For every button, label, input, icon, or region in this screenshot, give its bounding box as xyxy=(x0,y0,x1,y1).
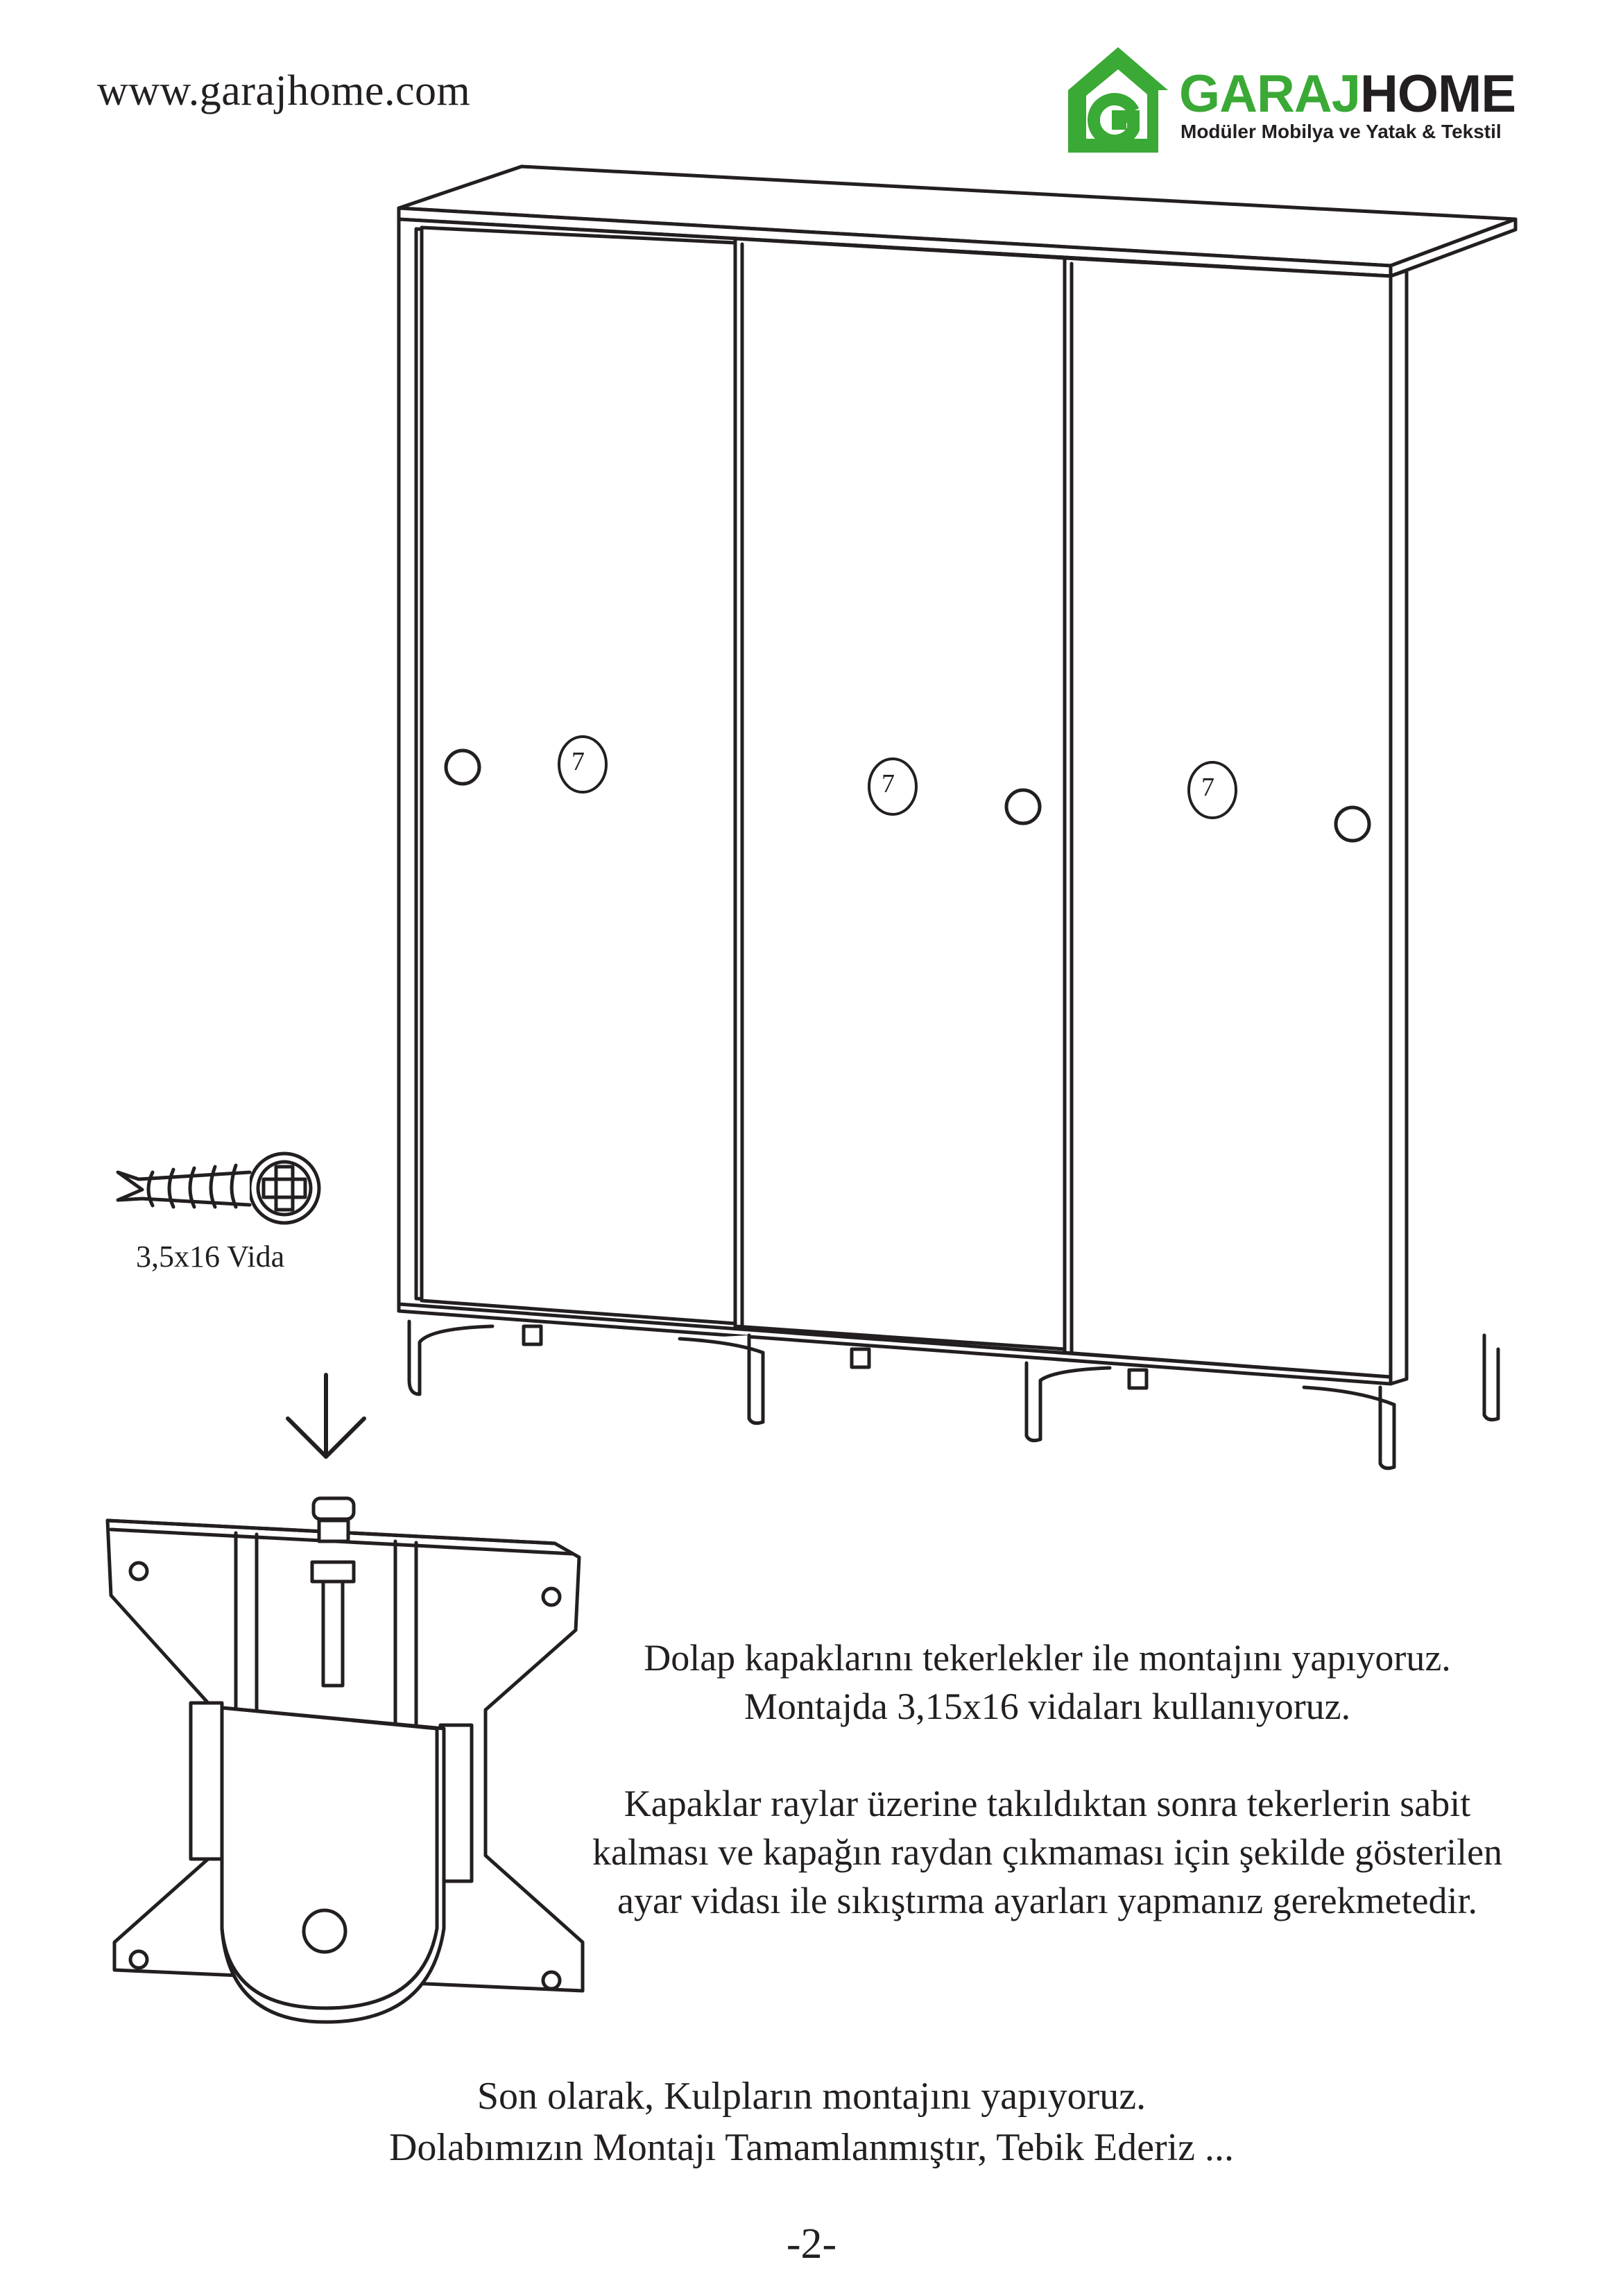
instruction-line: Montajda 3,15x16 vidaları kullanıyoruz. xyxy=(744,1686,1351,1727)
instruction-line: Son olarak, Kulpların montajını yapıyoruz. xyxy=(476,2075,1147,2118)
instruction-line: Dolap kapaklarını tekerlekler ile montajını yapıyoruz. xyxy=(644,1637,1451,1679)
logo-tagline: Modüler Mobilya ve Yatak & Tekstil xyxy=(1180,121,1502,142)
website-url: www.garajhome.com xyxy=(97,67,471,114)
part-number-callout-left: 7 xyxy=(572,747,585,776)
page-number: -2- xyxy=(786,2220,837,2268)
down-arrow-icon xyxy=(288,1375,364,1457)
instruction-block-2 xyxy=(527,1779,1568,1925)
sliding-door-right xyxy=(1065,258,1391,1377)
screw-illustration xyxy=(118,1154,319,1223)
wardrobe-illustration xyxy=(399,166,1515,1468)
instruction-block-3 xyxy=(208,2071,1415,2173)
instruction-block-1 xyxy=(527,1634,1568,1731)
screw-label: 3,5x16 Vida xyxy=(136,1240,285,1274)
instruction-line: Dolabımızın Montajı Tamamlanmıştır, Tebik Ederiz ... xyxy=(388,2126,1235,2169)
logo-home: HOME xyxy=(1360,65,1516,123)
part-number-callout-right: 7 xyxy=(1201,773,1214,802)
door-roller-detail xyxy=(108,1498,583,2022)
instruction-line: kalması ve kapağın raydan çıkmaması için şekilde gösterilen xyxy=(592,1831,1503,1873)
part-number-callout-middle: 7 xyxy=(882,769,895,798)
instruction-line: ayar vidası ile sıkıştırma ayarları yapmanız gerekmetedir. xyxy=(617,1880,1478,1921)
logo-garaj: GARAJ xyxy=(1179,65,1361,123)
instruction-line: Kapaklar raylar üzerine takıldıktan sonra tekerlerin sabit xyxy=(624,1783,1471,1824)
